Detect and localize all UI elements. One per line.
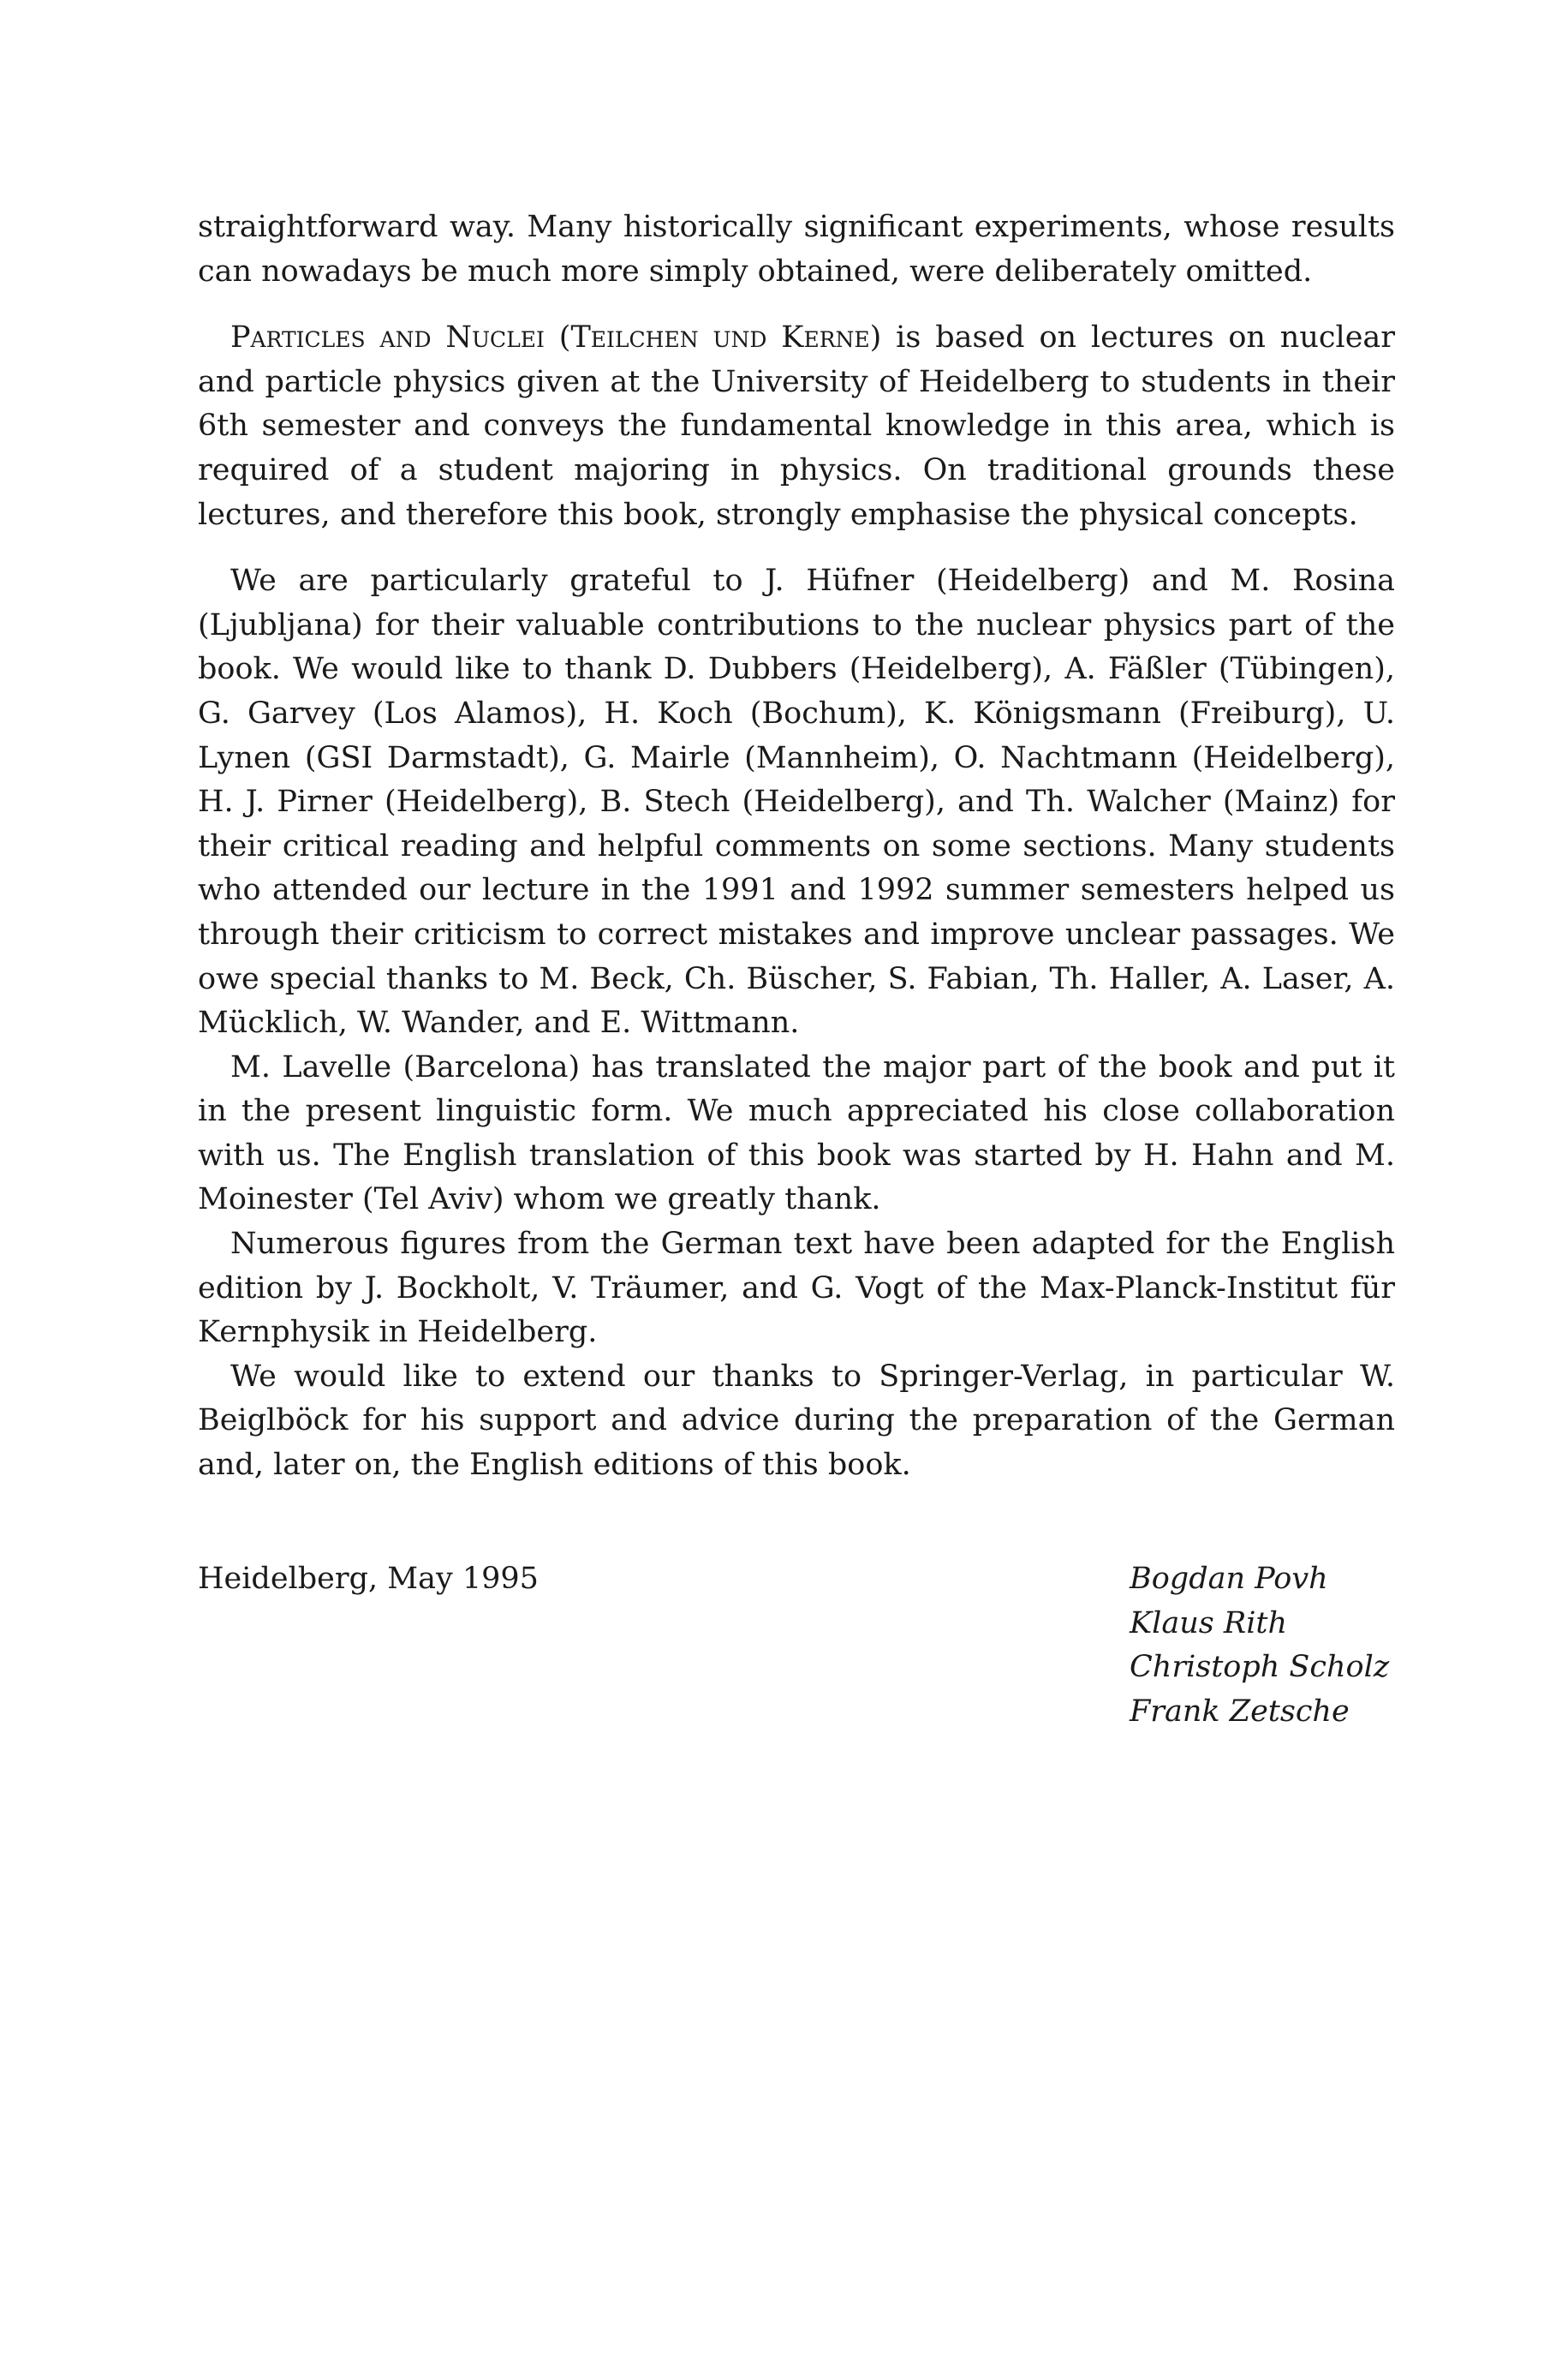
author-name: Bogdan Povh <box>1130 1562 1328 1596</box>
paragraph-translation: M. Lavelle (Barcelona) has translated the major part of the book and put it in the present linguistic form. We much appreciated his close collaboration with us. The English translation of this book was started by H. Hahn and M. Moinester (Tel Aviv) whom we greatly thank. <box>198 1049 1395 1217</box>
paragraph-publisher: We would like to extend our thanks to Springer-Verlag, in particular W. Beiglböck for his support and advice during the preparation of the German and, later on, the English editions of this book. <box>198 1359 1395 1483</box>
author-list <box>1130 1557 1389 1734</box>
paragraph-book-description <box>198 316 1395 537</box>
paragraph-book-description-text: is based on lectures on nuclear and particle physics given at the University of Heidelberg to students in their 6th semester and conveys the fundamental knowledge in this area, which is required of a student majoring in physics. On traditional grounds these lectures, and therefore this book, strongly emphasise the physical concepts. <box>198 320 1395 532</box>
preface-text <box>198 206 1395 1488</box>
paragraph-continued: straightforward way. Many historically significant experiments, whose results can nowadays be much more simply obtained, were deliberately omitted. <box>198 210 1395 289</box>
paragraph-acknowledgements: We are particularly grateful to J. Hüfner (Heidelberg) and M. Rosina (Ljubljana) for their valuable contributions to the nuclear physics part of the book. We would like to thank D. Dubbers (Heidelberg), A. Fäßler (Tübingen), G. Garvey (Los Alamos), H. Koch (Bochum), K. Königsmann (Freiburg), U. Lynen (GSI Darmstadt), G. Mairle (Mannheim), O. Nachtmann (Heidelberg), H. J. Pirner (Heidelberg), B. Stech (Heidelberg), and Th. Walcher (Mainz) for their critical reading and helpful comments on some sections. Many students who attended our lecture in the 1991 and 1992 summer semesters helped us through their criticism to correct mistakes and improve unclear passages. We owe special thanks to M. Beck, Ch. Büscher, S. Fabian, Th. Haller, A. Laser, A. Mücklich, W. Wander, and E. Wittmann. <box>198 564 1395 1041</box>
paragraph-figures: Numerous figures from the German text have been adapted for the English edition by J. Bockholt, V. Träumer, and G. Vogt of the Max-Planck-Institut für Kernphysik in Heidelberg. <box>198 1227 1395 1350</box>
book-title: Particles and Nuclei (Teilchen und Kerne) <box>230 320 882 356</box>
author-name: Klaus Rith <box>1130 1605 1287 1640</box>
author-name: Christoph Scholz <box>1130 1650 1390 1685</box>
author-name: Frank Zetsche <box>1130 1694 1350 1729</box>
place-date: Heidelberg, May 1995 <box>198 1562 539 1596</box>
